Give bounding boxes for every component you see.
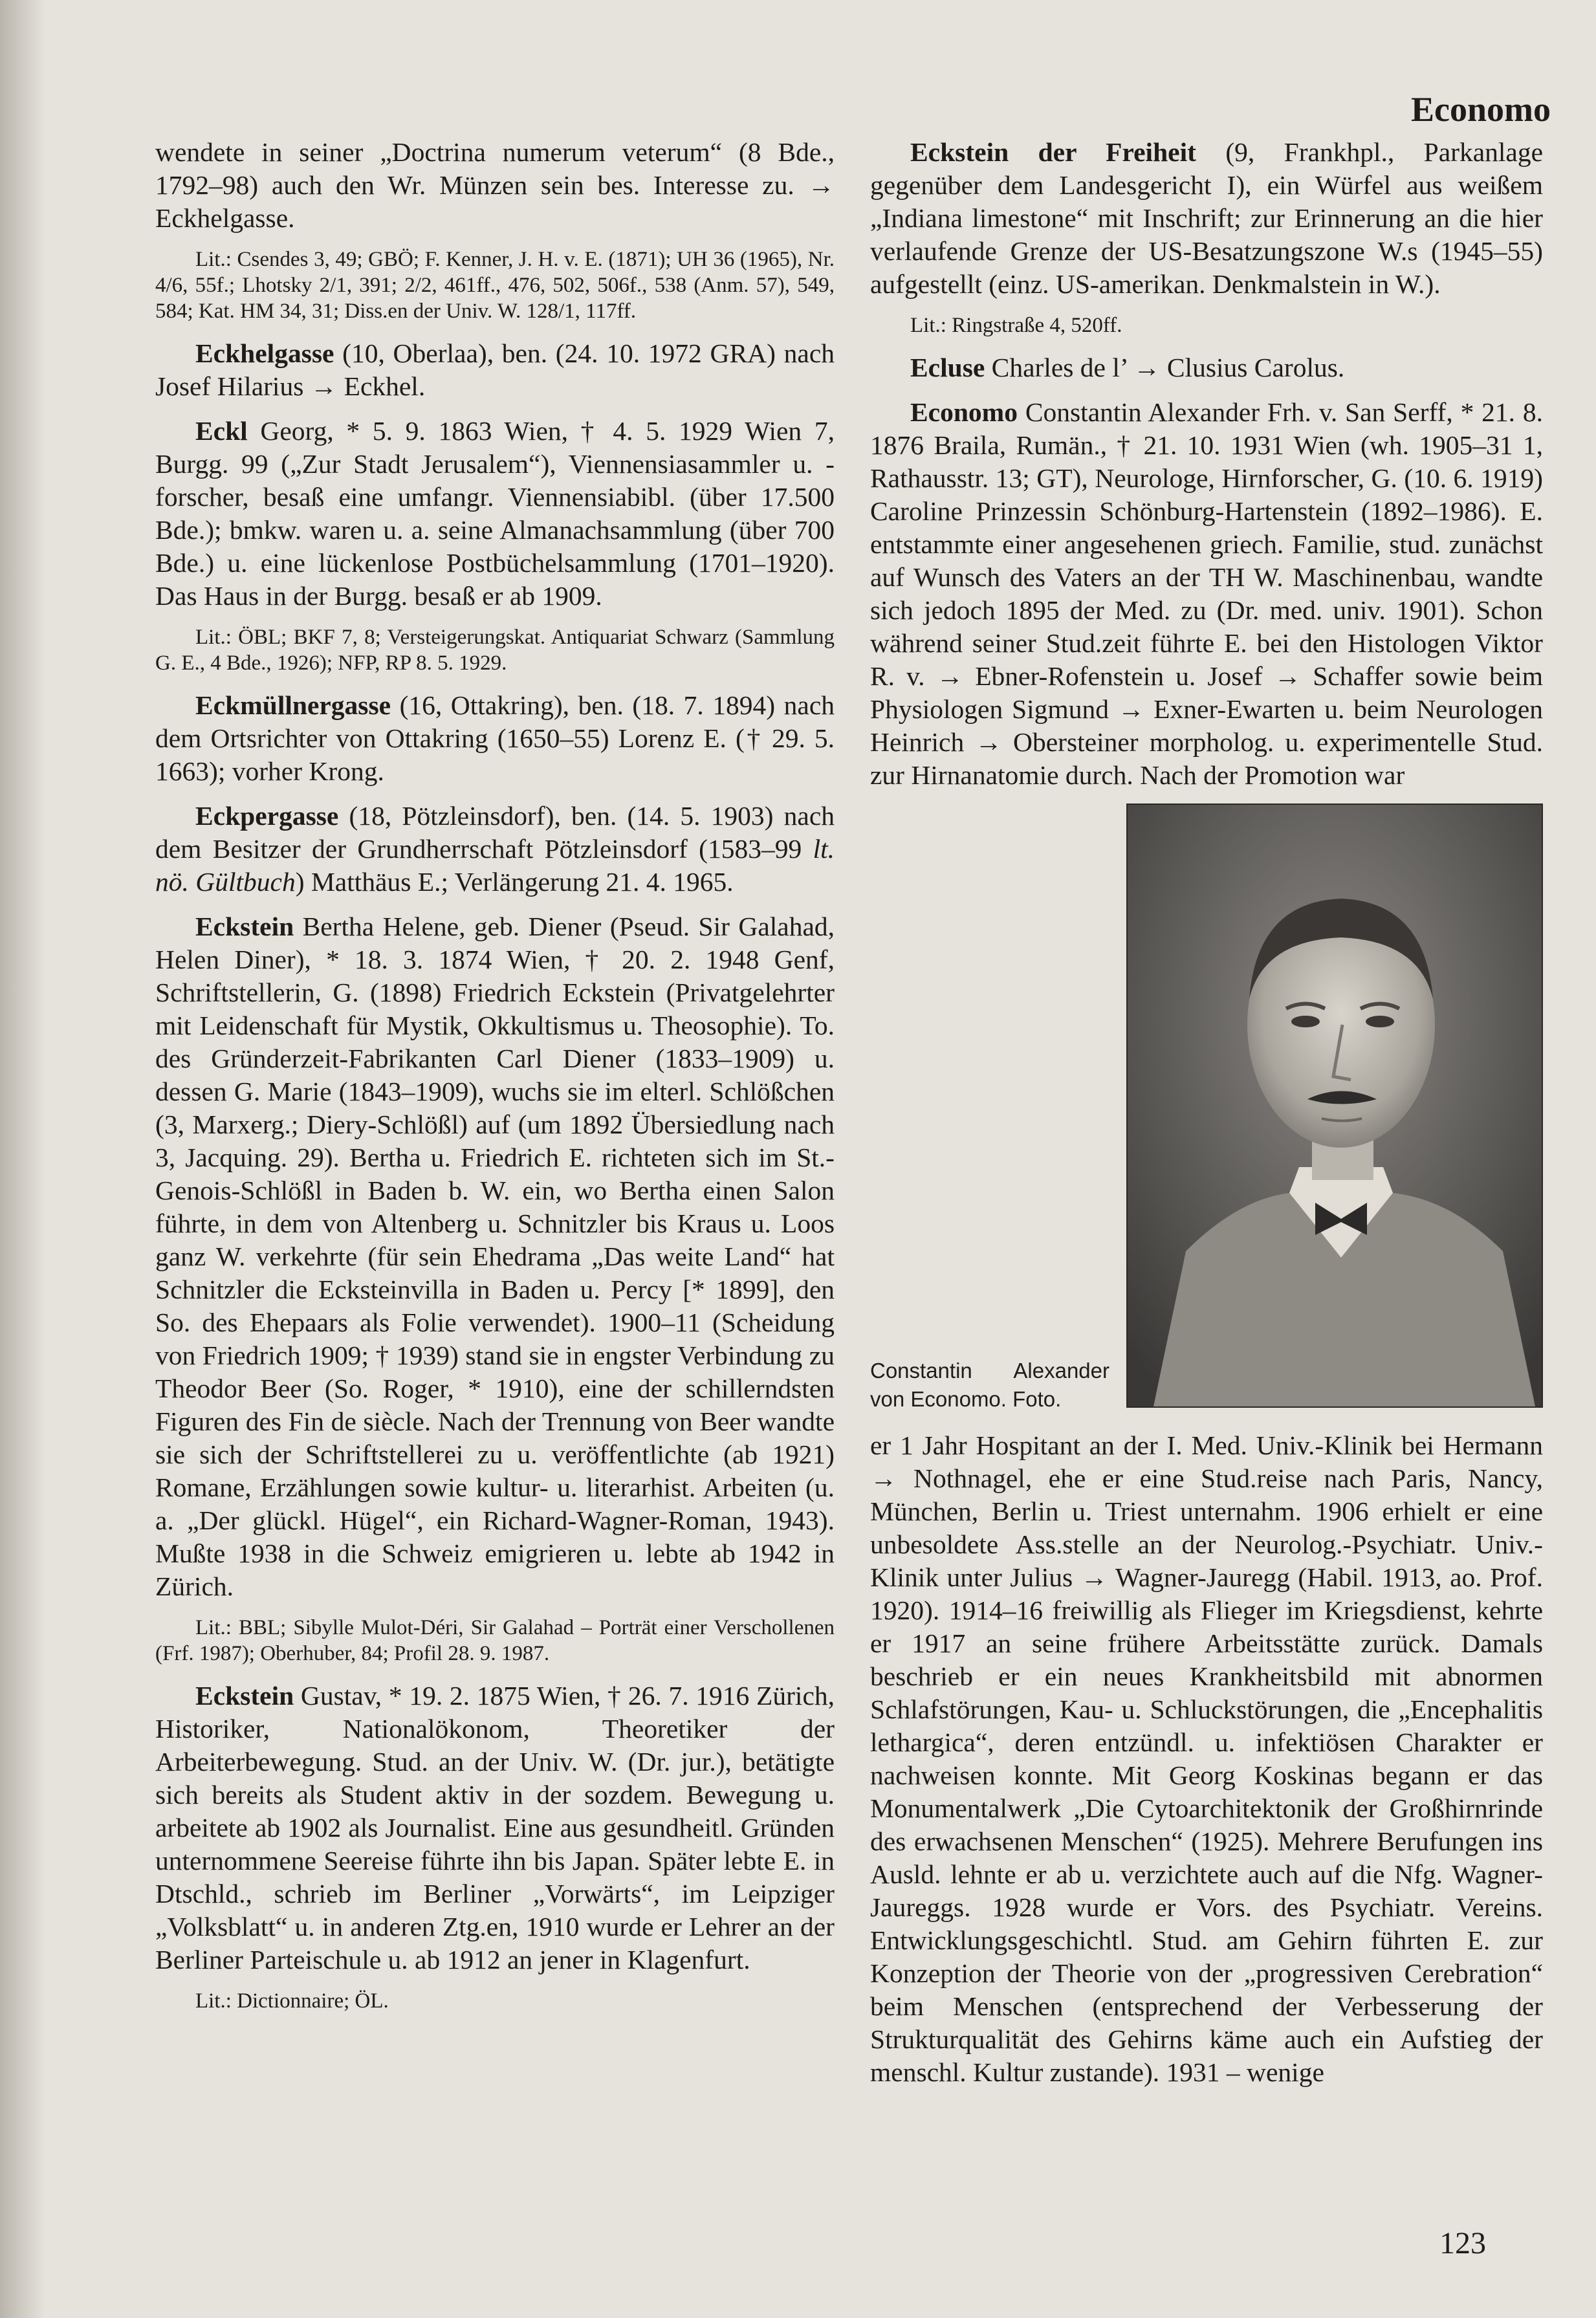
- entry-economo-continued: er 1 Jahr Hospitant an der I. Med. Univ.-Klinik bei Hermann → Nothnagel, ehe er eine Stud.reise nach Paris, Nancy, München, Berlin u. Triest unternahm. 1906 erhielt er eine unbesoldete Ass.stelle an der Neurolog.-Psychiatr. Univ.-Klinik unter Julius → Wagner-Jauregg (Habil. 1913, ao. Prof. 1920). 1914–16 freiwillig als Flieger im Kriegsdienst, kehrte er 1917 an seine frühere Arbeitsstätte zurück. Damals beschrieb er ein neues Krankheitsbild mit abnormen Schlafstörungen, Kau- u. Schluckstörungen, die „Encephalitis lethargica“, deren entzündl. u. infektiösen Charakter er nachweisen konnte. Mit Georg Koskinas begann er das Monumentalwerk „Die Cytoarchitektonik der Großhirnrinde des erwachsenen Menschen“ (1925). Mehrere Berufungen ins Ausld. lehnte er ab u. verzichtete auch auf die Nfg. Wagner-Jaureggs. 1928 wurde er Vors. des Psychiatr. Vereins. Entwicklungsgeschichtl. Stud. am Gehirn führten E. zur Konzeption der Theorie von der „progressiven Cerebration“ beim Menschen (entsprechend der Verbesserung der Strukturqualität des Gehirns käme auch ein Aufstieg der menschl. Kultur zustande). 1931 – wenige: [870, 1430, 1543, 2087]
- entry-text: (9, Frankhpl., Parkanlage gegenüber dem Landesgericht I), ein Würfel aus weißem „Indiana limestone“ mit Inschrift; zur Erinnerung an die hier verlaufende Grenze der US-Besatzungszone W.s (1945–55) aufgestellt (einz. US-amerikan. Denkmalstein in W.).: [870, 137, 1544, 299]
- headword: Economo: [910, 397, 1018, 427]
- portrait-illustration: [1128, 805, 1542, 1406]
- entry-economo: [870, 396, 1543, 792]
- headword: Eckstein: [195, 912, 294, 941]
- headword: Eckl: [195, 416, 248, 446]
- headword: Eckstein: [195, 1681, 294, 1711]
- headword: Ecluse: [910, 353, 985, 382]
- entry-text: Gustav, * 19. 2. 1875 Wien, † 26. 7. 1916 Zürich, Historiker, Nationalökonom, Theoretiker der Arbeiterbewegung. Stud. an der Univ. W. (Dr. jur.), betätigte sich bereits als Student aktiv in der sozdem. Bewegung u. arbeitete ab 1902 als Journalist. Eine aus gesundheitl. Gründen unternommene Seereise führte ihn bis Japan. Später lebte E. in Dtschld., schrieb im Berliner „Vorwärts“, im Leipziger „Volksblatt“ u. in anderen Ztg.en, 1910 wurde er Lehrer an der Berliner Parteischule u. ab 1912 an jener in Klagenfurt.: [155, 1681, 835, 1974]
- page-number: 123: [1439, 2226, 1486, 2260]
- entry-text-italic: lt. nö. Gültbuch: [155, 834, 835, 897]
- headword: Eckmüllnergasse: [195, 690, 391, 720]
- right-column: [870, 136, 1543, 2101]
- entry-eckstein-der-freiheit-literature: Lit.: Ringstraße 4, 520ff.: [910, 314, 1122, 337]
- portrait-photo: [1126, 804, 1543, 1408]
- running-head: Economo: [1411, 90, 1551, 129]
- entry-eckl-literature: Lit.: ÖBL; BKF 7, 8; Versteigerungskat. Antiquariat Schwarz (Sammlung G. E., 4 Bde., 1926); NFP, RP 8. 5. 1929.: [155, 626, 835, 675]
- continuation-literature: Lit.: Csendes 3, 49; GBÖ; F. Kenner, J. H. v. E. (1871); UH 36 (1965), Nr. 4/6, 55f.; Lhotsky 2/1, 391; 2/2, 461ff., 476, 502, 506f., 538 (Anm. 57), 549, 584; Kat. HM 34, 31; Diss.en der Univ. W. 128/1, 117ff.: [155, 248, 835, 323]
- entry-eckpergasse: [155, 800, 835, 899]
- entry-eckmuellnergasse: [155, 689, 835, 788]
- headword: Eckpergasse: [195, 801, 339, 831]
- entry-text: (16, Ottakring), ben. (18. 7. 1894) nach dem Ortsrichter von Ottakring (1650–55) Lorenz E. († 29. 5. 1663); vorher Krong.: [155, 690, 835, 786]
- left-column: [155, 136, 835, 2027]
- photo-caption: Constantin Alexander von Economo. Foto.: [870, 1359, 1110, 1411]
- entry-eckstein-der-freiheit: [870, 136, 1543, 301]
- entry-text: Constantin Alexander Frh. v. San Serff, * 21. 8. 1876 Braila, Rumän., † 21. 10. 1931 Wien (wh. 1905–31 1, Rathausstr. 13; GT), Neurologe, Hirnforscher, G. (10. 6. 1919) Caroline Prinzessin Schönburg-Hartenstein (1892–1986). E. entstammte einer angesehenen griech. Familie, stud. zunächst auf Wunsch des Vaters an der TH W. Maschinenbau, wandte sich jedoch 1895 der Med. zu (Dr. med. univ. 1901). Schon während seiner Stud.zeit führte E. bei den Histologen Viktor R. v. → Ebner-Rofenstein u. Josef → Schaffer sowie beim Physiologen Sigmund → Exner-Ewarten u. beim Neurologen Heinrich → Obersteiner morpholog. u. experimentelle Stud. zur Hirnanatomie durch. Nach der Promotion war: [870, 397, 1543, 790]
- entry-text: (10, Oberlaa), ben. (24. 10. 1972 GRA) nach Josef Hilarius → Eckhel.: [155, 338, 835, 401]
- headword: Eckstein der Freiheit: [910, 137, 1196, 167]
- entry-text: Bertha Helene, geb. Diener (Pseud. Sir Galahad, Helen Diner), * 18. 3. 1874 Wien, † 20. 2. 1948 Genf, Schriftstellerin, G. (1898) Friedrich Eckstein (Privatgelehrter mit Leidenschaft für Mystik, Okkultismus u. Theosophie). To. des Gründerzeit-Fabrikanten Carl Diener (1833–1909) u. dessen G. Marie (1843–1909), wuchs sie im elterl. Schlößchen (3, Marxerg.; Diery-Schlößl) auf (um 1892 Übersiedlung nach 3, Jacquing. 29). Bertha u. Friedrich E. richteten sich im St.-Genois-Schlößl in Baden b. W. ein, wo Bertha einen Salon führte, in dem von Altenberg u. Schnitzler bis Kraus u. Loos ganz W. verkehrte (für sein Ehedrama „Das weite Land“ hat Schnitzler die Ecksteinvilla in Baden u. Percy [* 1899], den So. des Ehepaars als Folie verwendet). 1900–11 (Scheidung von Friedrich 1909; † 1939) stand sie in engster Verbindung zu Theodor Beer (So. Roger, * 1910), eine der schillerndsten Figuren des Fin de siècle. Nach der Trennung von Beer wandte sie sich der Schriftstellerei zu u. veröffentlichte (ab 1921) Romane, Erzählungen sowie kultur- u. literarhist. Arbeiten (u. a. „Der glückl. Hügel“, ein Richard-Wagner-Roman, 1943). Mußte 1938 in die Schweiz emigrieren u. lebte ab 1942 in Zürich.: [155, 912, 835, 1601]
- entry-eckl: [155, 415, 835, 613]
- entry-eckstein-bertha: [155, 910, 835, 1603]
- entry-text: Georg, * 5. 9. 1863 Wien, † 4. 5. 1929 Wien 7, Burgg. 99 („Zur Stadt Jerusalem“), Viennensiasammler u. -forscher, besaß eine umfangr. Viennensiabibl. (über 17.500 Bde.); bmkw. waren u. a. seine Almanachsammlung (über 700 Bde.) u. eine lückenlose Postbüchelsammlung (1701–1920). Das Haus in der Burgg. besaß er ab 1909.: [155, 416, 835, 611]
- entry-ecluse: [870, 351, 1543, 384]
- entry-text: ) Matthäus E.; Verlängerung 21. 4. 1965.: [295, 867, 734, 897]
- entry-eckhelgasse: [155, 337, 835, 403]
- entry-text: (18, Pötzleinsdorf), ben. (14. 5. 1903) nach dem Besitzer der Grundherrschaft Pötzleinsdorf (1583–99: [155, 801, 835, 864]
- entry-eckstein-bertha-literature: Lit.: BBL; Sibylle Mulot-Déri, Sir Galahad – Porträt einer Verschollenen (Frf. 1987); Oberhuber, 84; Profil 28. 9. 1987.: [155, 1616, 835, 1665]
- continuation-text: wendete in seiner „Doctrina numerum veterum“ (8 Bde., 1792–98) auch den Wr. Münzen sein bes. Interesse zu. → Eckhelgasse.: [155, 137, 835, 233]
- figure-economo: [870, 804, 1543, 1421]
- page-gutter-shadow: [0, 0, 45, 2318]
- headword: Eckhelgasse: [195, 338, 334, 368]
- entry-eckstein-gustav: [155, 1679, 835, 1976]
- entry-eckstein-gustav-literature: Lit.: Dictionnaire; ÖL.: [195, 1989, 389, 2013]
- entry-text: Charles de l’ → Clusius Carolus.: [991, 353, 1345, 382]
